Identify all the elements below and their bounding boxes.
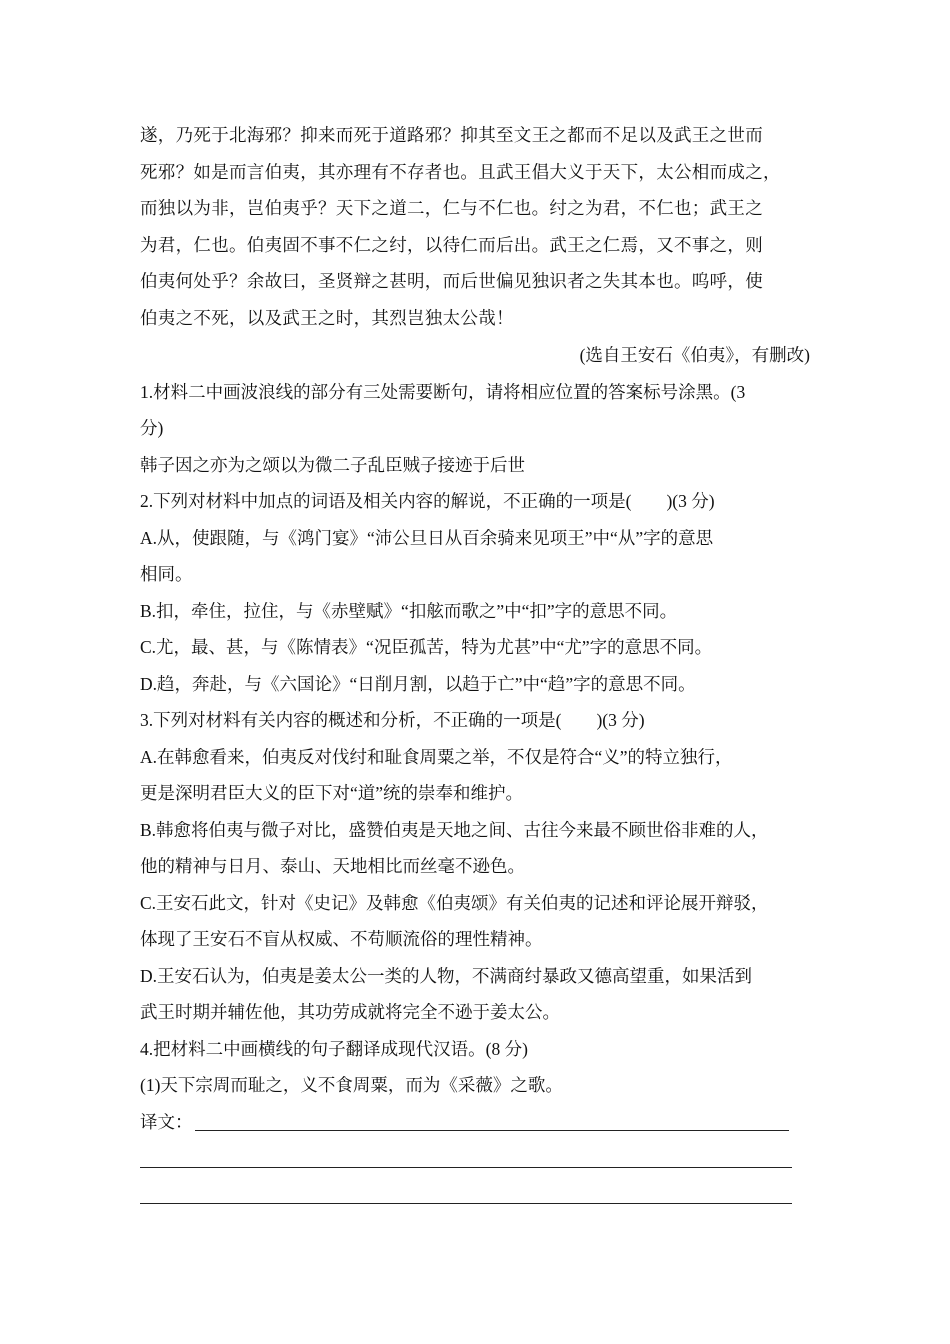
question-4-sentence: (1)天下宗周而耻之，义不食周粟，而为《采薇》之歌。 [140,1075,563,1095]
question-1-stem-cont: 分) [140,418,164,438]
passage-line: 伯夷之不死，以及武王之时，其烈岂独太公哉！ [140,308,514,329]
document-page [140,118,830,1213]
passage-line: 伯夷何处乎？余故曰，圣贤辩之甚明，而后世偏见独识者之失其本也。呜呼，使 [140,272,763,292]
answer-label: 译文： [140,1111,193,1132]
passage-line: 而独以为非，岂伯夷乎？天下之道二，仁与不仁也。纣之为君，不仁也；武王之 [140,199,763,219]
question-2-stem: 2.下列对材料中加点的词语及相关内容的解说，不正确的一项是( )(3 分) [140,491,715,511]
question-1-stem: 1.材料二中画波浪线的部分有三处需要断句，请将相应位置的答案标号涂黑。(3 [140,381,746,402]
answer-line[interactable] [140,1203,792,1204]
passage-line: 为君，仁也。伯夷固不事不仁之纣，以待仁而后出。武王之仁焉，又不事之，则 [140,235,763,256]
answer-line[interactable] [140,1167,792,1168]
question-4-stem: 4.把材料二中画横线的句子翻译成现代汉语。(8 分) [140,1038,528,1059]
question-2-option-a: A.从，使跟随，与《鸿门宴》“沛公旦日从百余骑来见项王”中“从”字的意思 [140,527,714,548]
passage-line: 遂，乃死于北海邪？抑来而死于道路邪？抑其至文王之都而不足以及武王之世而 [140,126,763,146]
question-3-option-d: D.王安石认为，伯夷是姜太公一类的人物，不满商纣暴政又德高望重，如果活到 [140,965,753,986]
question-3-option-c-cont: 体现了王安石不盲从权威、不苟顺流俗的理性精神。 [140,929,543,949]
question-2-option-b: B.扣，牵住，拉住，与《赤壁赋》“扣舷而歌之”中“扣”字的意思不同。 [140,600,678,621]
question-3-option-a-cont: 更是深明君臣大义的臣下对“道”统的崇奉和维护。 [140,783,524,803]
question-3-option-a: A.在韩愈看来，伯夷反对伐纣和耻食周粟之举，不仅是符合“义”的特立独行， [140,746,733,767]
passage-line: 死邪？如是而言伯夷，其亦理有不存者也。且武王倡大义于天下，太公相而成之， [140,162,781,183]
question-3-option-c: C.王安石此文，针对《史记》及韩愈《伯夷颂》有关伯夷的记述和评论展开辩驳， [140,892,769,913]
answer-row [140,1140,830,1177]
question-2-option-c: C.尤，最、甚，与《陈情表》“况臣孤苦，特为尤甚”中“尤”字的意思不同。 [140,637,713,657]
source-citation: (选自王安石《伯夷》，有删改) [579,345,810,365]
question-3-stem: 3.下列对材料有关内容的概述和分析，不正确的一项是( )(3 分) [140,710,645,730]
answer-row [140,1177,830,1214]
answer-row [140,1104,830,1141]
question-1-text: 韩子因之亦为之颂以为微二子乱臣贼子接迹于后世 [140,454,525,475]
question-2-option-a-cont: 相同。 [140,564,193,584]
answer-line[interactable] [195,1130,789,1131]
question-3-option-b: B.韩愈将伯夷与微子对比，盛赞伯夷是天地之间、古往今来最不顾世俗非难的人， [140,819,769,840]
question-2-option-d: D.趋，奔赴，与《六国论》“日削月割，以趋于亡”中“趋”字的意思不同。 [140,673,696,694]
question-3-option-d-cont: 武王时期并辅佐他，其功劳成就将完全不逊于姜太公。 [140,1002,560,1022]
question-3-option-b-cont: 他的精神与日月、泰山、天地相比而丝毫不逊色。 [140,856,525,876]
passage [140,118,830,337]
